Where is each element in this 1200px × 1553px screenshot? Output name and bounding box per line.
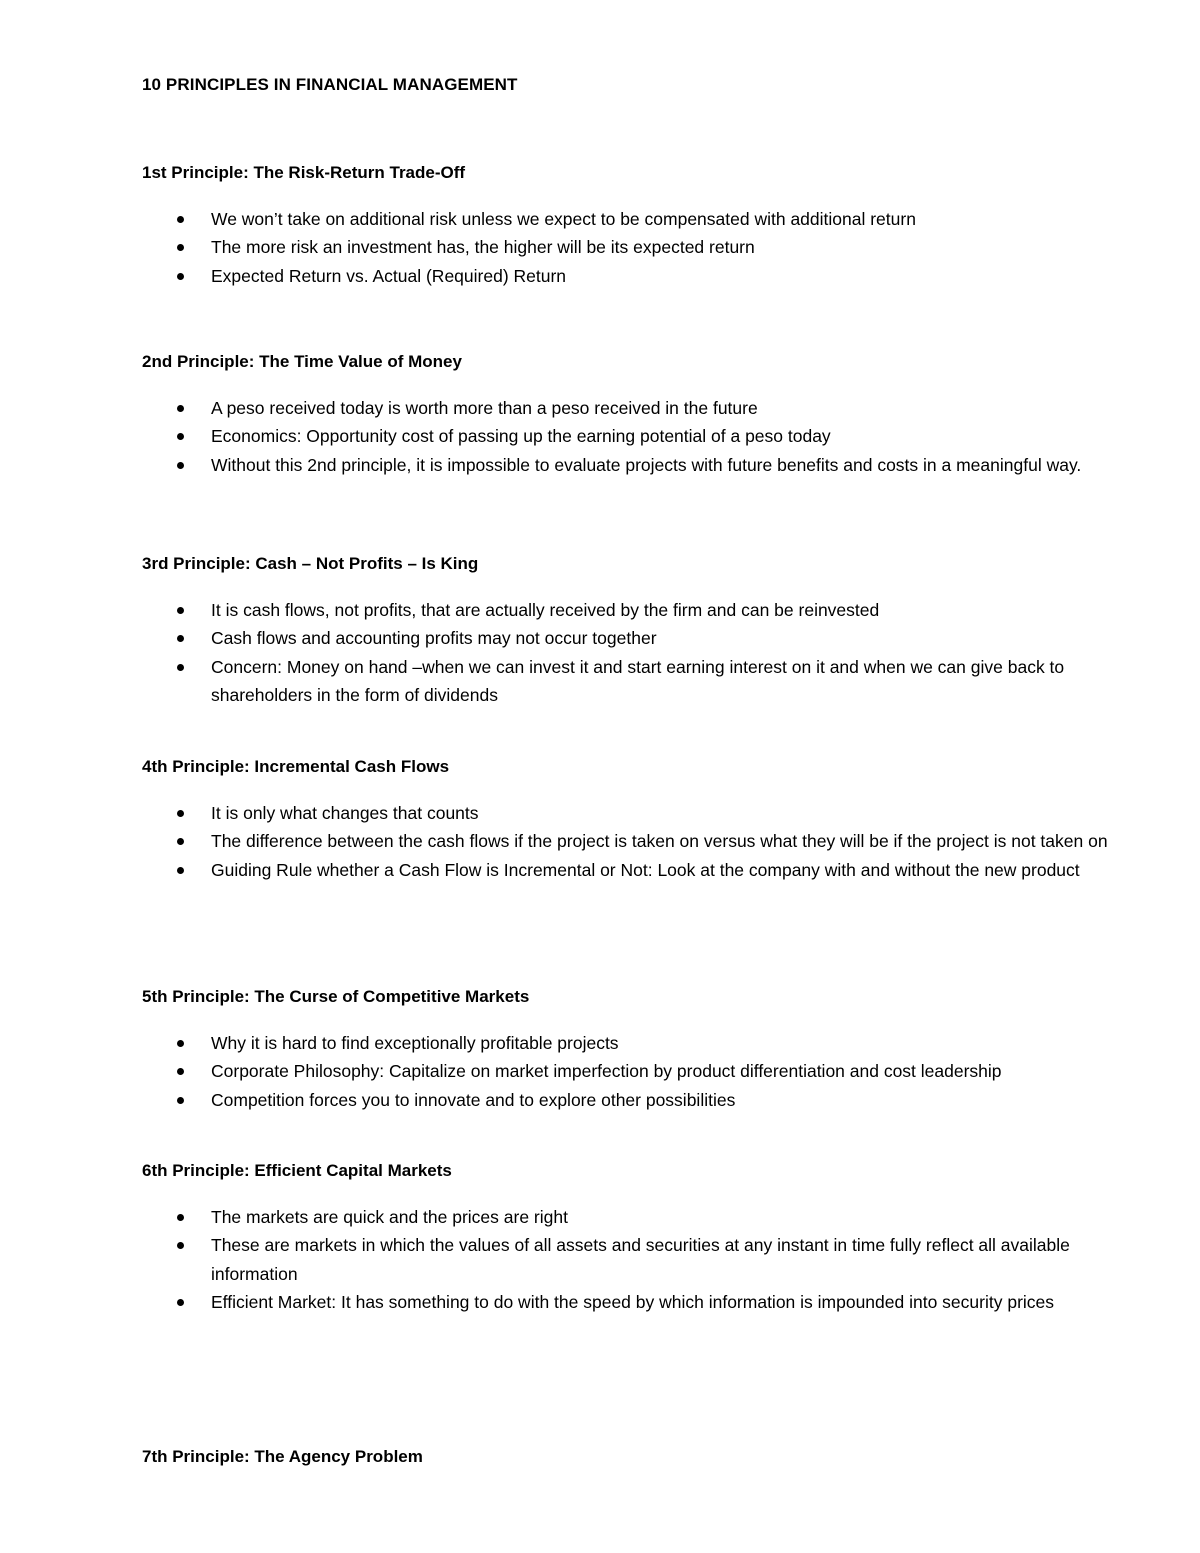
list-item: [142, 422, 1131, 450]
list-item: [142, 1203, 1131, 1231]
bullet-text: It is cash flows, not profits, that are actually received by the firm and can be reinvested: [211, 600, 880, 620]
bullet-text: It is only what changes that counts: [211, 803, 479, 823]
principle-section-2: [142, 351, 1142, 479]
bullet-icon: [177, 462, 184, 469]
bullet-text: These are markets in which the values of all assets and securities at any instant in time fully reflect all available information: [211, 1235, 1070, 1284]
bullet-icon: [177, 810, 184, 817]
list-item: [142, 1057, 1131, 1085]
principle-heading: 7th Principle: The Agency Problem: [142, 1447, 423, 1466]
list-item: [142, 205, 1131, 233]
bullet-text: The difference between the cash flows if the project is taken on versus what they will be if the project is not taken on: [211, 831, 1108, 852]
bullet-list: [142, 205, 1142, 290]
bullet-text: Economics: Opportunity cost of passing up the earning potential of a peso today: [211, 426, 831, 447]
bullet-icon: [177, 1242, 184, 1249]
document-title: 10 PRINCIPLES IN FINANCIAL MANAGEMENT: [142, 75, 518, 94]
bullet-icon: [177, 1068, 184, 1075]
bullet-icon: [177, 635, 184, 642]
bullet-list: [142, 1029, 1142, 1114]
list-item: [142, 451, 1131, 479]
bullet-text: The more risk an investment has, the higher will be its expected return: [211, 237, 755, 258]
list-item: [142, 262, 1131, 290]
bullet-icon: [177, 664, 184, 671]
principle-heading: 6th Principle: Efficient Capital Markets: [142, 1161, 452, 1180]
principle-heading: 4th Principle: Incremental Cash Flows: [142, 757, 450, 776]
bullet-text: Guiding Rule whether a Cash Flow is Incremental or Not: Look at the company with and without the new product: [211, 859, 1080, 880]
principle-heading: 2nd Principle: The Time Value of Money: [142, 352, 462, 371]
bullet-text: Efficient Market: It has something to do with the speed by which information is impounded into security prices: [211, 1291, 1055, 1312]
bullet-icon: [177, 1214, 184, 1221]
bullet-icon: [177, 1040, 184, 1047]
list-item: [142, 1288, 1131, 1316]
bullet-list: [142, 1203, 1142, 1316]
bullet-list: [142, 799, 1142, 884]
bullet-icon: [177, 405, 184, 412]
list-item: [142, 1029, 1131, 1057]
list-item: [142, 653, 1131, 710]
principle-section-1: [142, 162, 1142, 290]
bullet-text: Corporate Philosophy: Capitalize on market imperfection by product differentiation and cost leadership: [211, 1061, 1002, 1082]
bullet-text: We won’t take on additional risk unless we expect to be compensated with additional return: [211, 209, 916, 229]
bullet-icon: [177, 244, 184, 251]
bullet-text: Concern: Money on hand –when we can invest it and start earning interest on it and when we can give back to shareholders in the form of dividends: [211, 656, 1065, 705]
list-item: [142, 394, 1131, 422]
bullet-icon: [177, 838, 184, 845]
principle-section-5: [142, 986, 1142, 1114]
list-item: [142, 596, 1131, 624]
bullet-icon: [177, 216, 184, 223]
bullet-text: Expected Return vs. Actual (Required) Return: [211, 265, 567, 286]
bullet-text: Cash flows and accounting profits may not occur together: [211, 628, 657, 649]
list-item: [142, 1086, 1131, 1114]
bullet-icon: [177, 273, 184, 280]
bullet-icon: [177, 867, 184, 874]
bullet-text: Why it is hard to find exceptionally profitable projects: [211, 1033, 619, 1053]
principle-heading: 3rd Principle: Cash – Not Profits – Is King: [142, 554, 479, 573]
principle-section-3: [142, 553, 1142, 709]
bullet-icon: [177, 1299, 184, 1306]
principle-heading: 1st Principle: The Risk-Return Trade-Off: [142, 163, 466, 182]
bullet-text: Without this 2nd principle, it is impossible to evaluate projects with future benefits and costs in a meaningful way.: [211, 454, 1082, 475]
bullet-icon: [177, 607, 184, 614]
list-item: [142, 233, 1131, 261]
bullet-icon: [177, 433, 184, 440]
bullet-text: A peso received today is worth more than a peso received in the future: [211, 398, 758, 418]
principle-section-4: [142, 756, 1142, 884]
principle-heading: 5th Principle: The Curse of Competitive Markets: [142, 987, 530, 1006]
list-item: [142, 827, 1131, 855]
list-item: [142, 624, 1131, 652]
bullet-list: [142, 596, 1142, 709]
bullet-list: [142, 394, 1142, 479]
principle-section-7: [142, 1446, 1142, 1468]
bullet-text: Competition forces you to innovate and to explore other possibilities: [211, 1089, 736, 1110]
bullet-text: The markets are quick and the prices are right: [211, 1207, 568, 1227]
bullet-icon: [177, 1097, 184, 1104]
list-item: [142, 799, 1131, 827]
list-item: [142, 1231, 1131, 1288]
list-item: [142, 856, 1131, 884]
principle-section-6: [142, 1160, 1142, 1316]
